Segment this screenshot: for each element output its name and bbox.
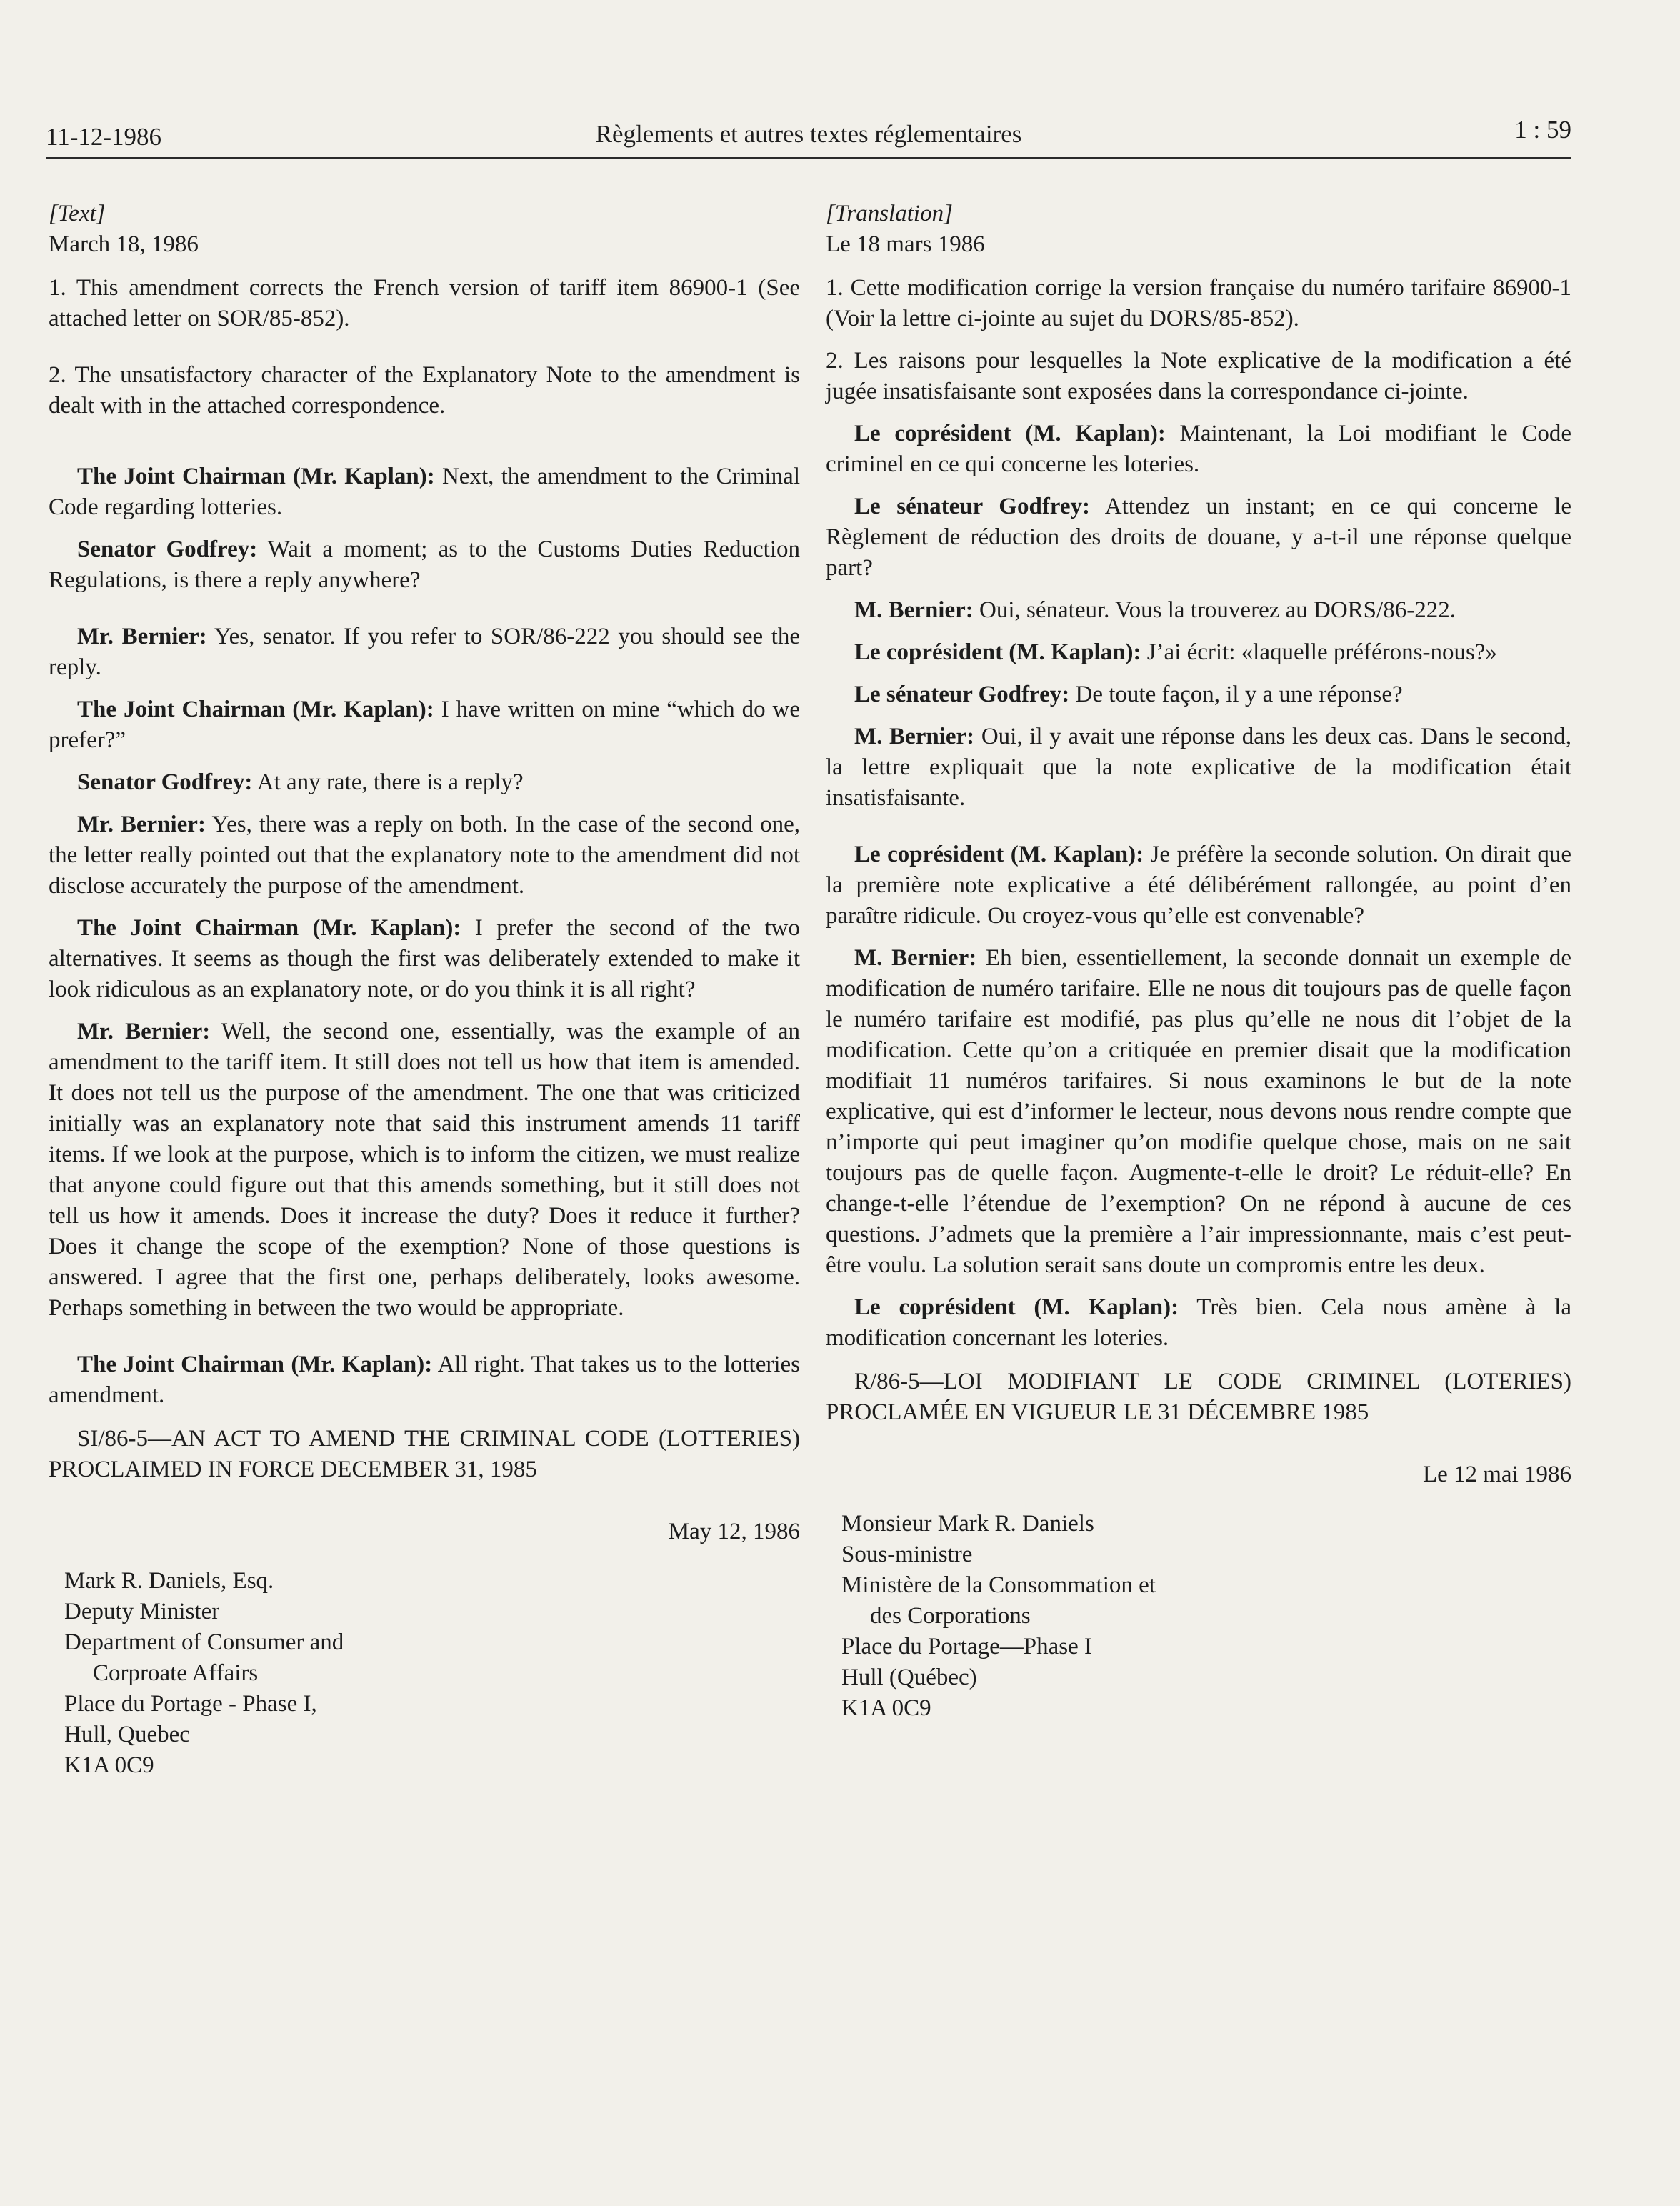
page-number: 1 : 59 [1514, 116, 1571, 144]
address-line: Sous-ministre [841, 1542, 973, 1567]
speech-paragraph: M. Bernier: Oui, sénateur. Vous la trouverez au DORS/86-222. [854, 597, 1456, 623]
note-paragraph: 2. Les raisons pour lesquelles la Note explicative de la modification a été jugée insatisfaisante sont exposées dans la correspondance ci-jointe. [826, 348, 1571, 404]
speaker-name: M. Bernier: [854, 945, 977, 971]
speaker-name: The Joint Chairman (Mr. Kaplan): [77, 464, 435, 489]
speech-paragraph: Le coprésident (M. Kaplan): J’ai écrit: «laquelle préférons-nous?» [854, 639, 1497, 665]
address-line: Mark R. Daniels, Esq. [64, 1568, 274, 1594]
memo-date: Le 18 mars 1986 [826, 231, 985, 257]
speaker-name: Le sénateur Godfrey: [854, 682, 1070, 707]
note-paragraph: 1. This amendment corrects the French version of tariff item 86900-1 (See attached letter on SOR/85-852). [49, 275, 800, 331]
note-paragraph: 2. The unsatisfactory character of the Explanatory Note to the amendment is dealt with in the attached correspondence. [49, 362, 800, 419]
speaker-name: M. Bernier: [854, 724, 975, 749]
act-heading: SI/86-5—AN ACT TO AMEND THE CRIMINAL CODE (LOTTERIES) PROCLAIMED IN FORCE DECEMBER 31, 1985 [49, 1426, 800, 1482]
speech-paragraph: The Joint Chairman (Mr. Kaplan): I prefer the second of the two alternatives. It seems as though the first was deliberately extended to make it look ridiculous as an explanatory note, or do you think it is all right? [49, 915, 801, 1002]
address-line: Corproate Affairs [93, 1660, 259, 1686]
speech-paragraph: Le sénateur Godfrey: Attendez un instant; en ce qui concerne le Règlement de réduction des droits de douane, y a-t-il une réponse quelque part? [826, 494, 1571, 581]
address-line: Monsieur Mark R. Daniels [841, 1511, 1094, 1537]
address-line: Hull, Quebec [64, 1722, 190, 1747]
address-line: Hull (Québec) [841, 1665, 977, 1690]
letter-date: Le 12 mai 1986 [1422, 1462, 1571, 1487]
speaker-name: Senator Godfrey: [77, 769, 253, 795]
speech-paragraph: Le sénateur Godfrey: De toute façon, il y a une réponse? [854, 682, 1403, 707]
speaker-name: M. Bernier: [854, 597, 974, 623]
text-label: [Text] [49, 201, 106, 226]
english-column [49, 199, 800, 1781]
address-line: Place du Portage - Phase I, [64, 1691, 317, 1717]
speaker-name: The Joint Chairman (Mr. Kaplan): [77, 697, 434, 722]
speech-paragraph: Senator Godfrey: Wait a moment; as to the Customs Duties Reduction Regulations, is there a reply anywhere? [49, 536, 800, 593]
memo-date: March 18, 1986 [49, 231, 199, 257]
speaker-name: Le coprésident (M. Kaplan): [854, 842, 1144, 867]
speech-paragraph: Mr. Bernier: Well, the second one, essentially, was the example of an amendment to the tariff item. It still does not tell us how that item is amended. It does not tell us the purpose of the amendment. The one that was criticized initially was an explanatory note that said this instrument amends 11 tariff items. If we look at the purpose, which is to inform the citizen, we must realize that anyone could figure out that this amends something, but it still does not tell us how it amends. Does it increase the duty? Does it reduce it further? Does it change the scope of the exemption? None of those questions is answered. I agree that the first one, perhaps deliberately, looks awesome. Perhaps something in between the two would be appropriate. [49, 1019, 801, 1321]
address-block [826, 1509, 1571, 1724]
speaker-name: The Joint Chairman (Mr. Kaplan): [77, 915, 461, 941]
header-date: 11-12-1986 [46, 123, 162, 151]
address-block [49, 1566, 800, 1781]
header-title: Règlements et autres textes réglementaires [595, 120, 1022, 148]
speaker-name: Le coprésident (M. Kaplan): [854, 421, 1166, 446]
address-line: K1A 0C9 [841, 1695, 931, 1721]
translation-label: [Translation] [826, 201, 953, 226]
speaker-name: Le coprésident (M. Kaplan): [854, 639, 1141, 665]
speaker-name: Mr. Bernier: [77, 1019, 211, 1044]
address-line: Place du Portage—Phase I [841, 1634, 1092, 1660]
address-line: Department of Consumer and [64, 1629, 344, 1655]
speech-paragraph: Le coprésident (M. Kaplan): Je préfère la seconde solution. On dirait que la première note explicative a été délibérément rallongée, au point d’en paraître ridicule. Ou croyez-vous qu’elle est convenable? [826, 842, 1571, 929]
speech-paragraph: Senator Godfrey: At any rate, there is a reply? [77, 769, 524, 795]
act-heading: R/86-5—LOI MODIFIANT LE CODE CRIMINEL (LOTERIES) PROCLAMÉE EN VIGUEUR LE 31 DÉCEMBRE 1985 [826, 1369, 1571, 1425]
speech-paragraph: Le coprésident (M. Kaplan): Maintenant, la Loi modifiant le Code criminel en ce qui concerne les loteries. [826, 421, 1571, 477]
letter-date: May 12, 1986 [668, 1519, 800, 1544]
note-paragraph: 1. Cette modification corrige la version française du numéro tarifaire 86900-1 (Voir la lettre ci-jointe au sujet du DORS/85-852). [826, 275, 1571, 331]
speaker-name: Le coprésident (M. Kaplan): [854, 1294, 1179, 1320]
speaker-name: Mr. Bernier: [77, 812, 206, 837]
speaker-name: The Joint Chairman (Mr. Kaplan): [77, 1352, 433, 1377]
speaker-name: Mr. Bernier: [77, 624, 207, 649]
french-column [826, 199, 1571, 1724]
speaker-name: Le sénateur Godfrey: [854, 494, 1090, 519]
address-line: des Corporations [870, 1603, 1031, 1629]
speech-paragraph: The Joint Chairman (Mr. Kaplan): Next, the amendment to the Criminal Code regarding lotteries. [49, 464, 800, 520]
speech-paragraph: Mr. Bernier: Yes, senator. If you refer to SOR/86-222 you should see the reply. [49, 624, 800, 680]
speech-paragraph: The Joint Chairman (Mr. Kaplan): All right. That takes us to the lotteries amendment. [49, 1352, 801, 1408]
address-line: Deputy Minister [64, 1599, 220, 1624]
speech-paragraph: The Joint Chairman (Mr. Kaplan): I have written on mine “which do we prefer?” [49, 697, 801, 753]
speech-paragraph: Le coprésident (M. Kaplan): Très bien. Cela nous amène à la modification concernant les loteries. [826, 1294, 1571, 1351]
page-header [46, 114, 1571, 159]
speech-paragraph: M. Bernier: Eh bien, essentiellement, la seconde donnait un exemple de modification de numéro tarifaire. Elle ne nous dit toujours pas de quelle façon le numéro tarifaire est modifié, pas plus qu’elle ne nous dit l’objet de la modification. Cette qu’on a critiquée en premier disait que la modification modifiait 11 numéros tarifaires. Si nous examinons le but de la note explicative, qui est d’informer le lecteur, nous devons nous rendre compte que n’importe qui peut imaginer qu’on modifie quelque chose, mais on ne sait toujours pas de quelle façon. Augmente-t-elle le droit? Le réduit-elle? En change-t-elle l’étendue de l’exemption? On ne répond à aucune de ces questions. J’admets que la première a l’air impressionnante, mais c’est peut-être voulu. La solution serait sans doute un compromis entre les deux. [826, 945, 1571, 1278]
address-line: Ministère de la Consommation et [841, 1572, 1156, 1598]
speech-paragraph: Mr. Bernier: Yes, there was a reply on both. In the case of the second one, the letter really pointed out that the explanatory note to the amendment did not disclose accurately the purpose of the amendment. [49, 812, 800, 899]
speaker-name: Senator Godfrey: [77, 536, 258, 562]
speech-paragraph: M. Bernier: Oui, il y avait une réponse dans les deux cas. Dans le second, la lettre expliquait que la note explicative de la modification était insatisfaisante. [826, 724, 1571, 811]
address-line: K1A 0C9 [64, 1752, 154, 1778]
